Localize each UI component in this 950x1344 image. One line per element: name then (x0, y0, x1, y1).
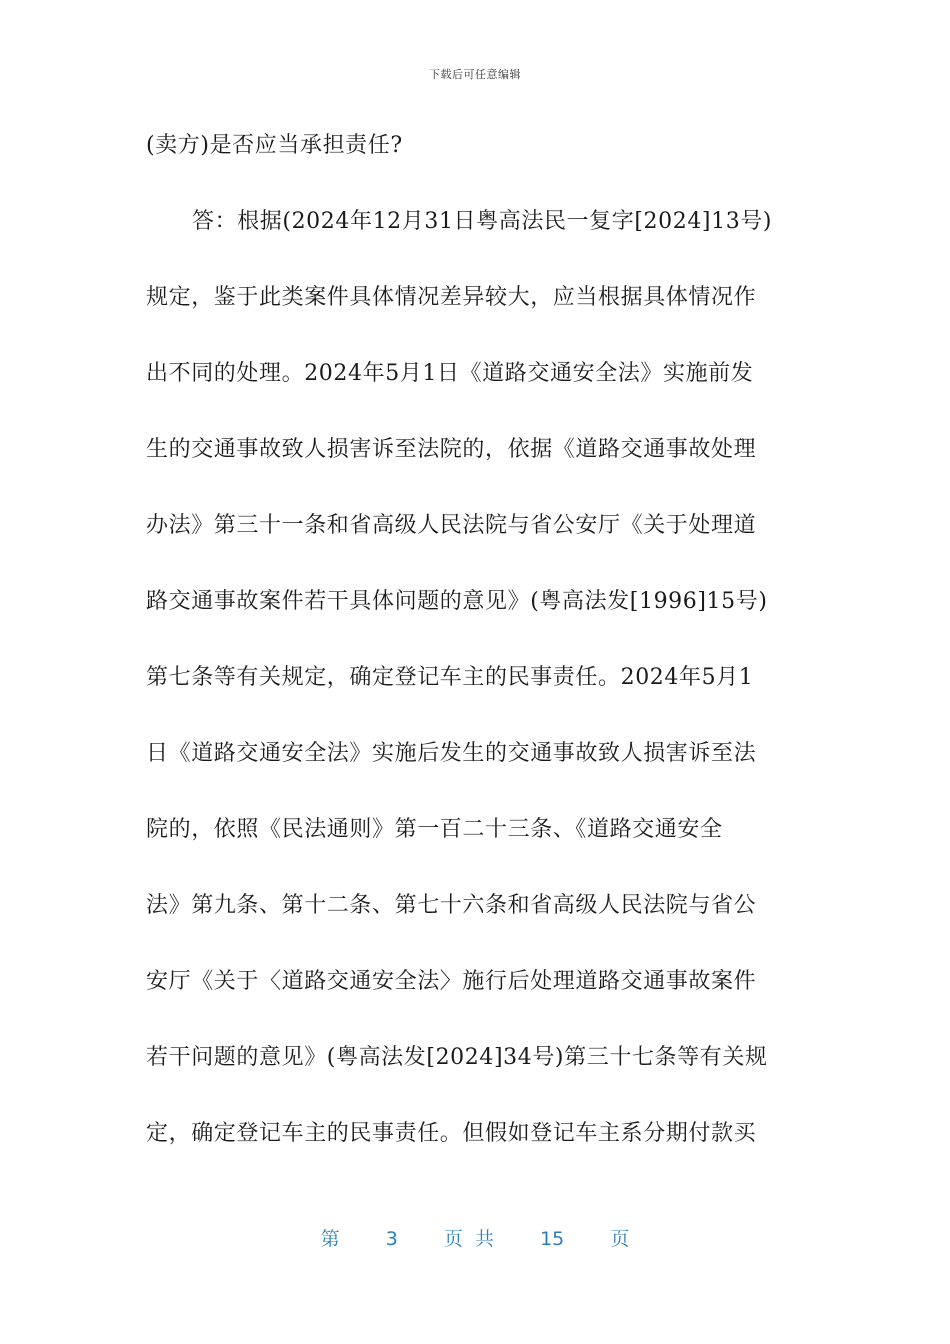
body-line: 规定，鉴于此类案件具体情况差异较大，应当根据具体情况作 (146, 285, 757, 310)
document-body (146, 120, 806, 1184)
body-line: 第七条等有关规定，确定登记车主的民事责任。2024年5月1 (146, 665, 754, 690)
body-line: 若干问题的意见》(粤高法发[2024]34号)第三十七条等有关规 (146, 1045, 768, 1070)
body-line: 出不同的处理。2024年5月1日《道路交通安全法》实施前发 (146, 361, 754, 386)
page-header: 下载后可任意编辑 (429, 68, 521, 81)
footer-middle: 页 共 (443, 1228, 494, 1250)
total-pages-number: 15 (540, 1228, 565, 1250)
body-line: 办法》第三十一条和省高级人民法院与省公安厅《关于处理道 (146, 513, 757, 538)
body-line: 法》第九条、第十二条、第七十六条和省高级人民法院与省公 (146, 893, 757, 918)
body-line: 院的，依照《民法通则》第一百二十三条、《道路交通安全 (146, 817, 723, 842)
body-line: 生的交通事故致人损害诉至法院的，依据《道路交通事故处理 (146, 437, 757, 462)
body-line: 日《道路交通安全法》实施后发生的交通事故致人损害诉至法 (146, 741, 757, 766)
current-page-number: 3 (385, 1228, 398, 1250)
body-line: 安厅《关于〈道路交通安全法〉施行后处理道路交通事故案件 (146, 969, 757, 994)
body-line: (卖方)是否应当承担责任? (146, 133, 403, 158)
body-line: 路交通事故案件若干具体问题的意见》(粤高法发[1996]15号) (146, 589, 768, 614)
footer-suffix: 页 (610, 1228, 630, 1250)
page-footer (0, 1224, 950, 1251)
body-line-answer: 答：根据(2024年12月31日粤高法民一复字[2024]13号) (192, 209, 773, 234)
footer-prefix: 第 (320, 1228, 340, 1250)
body-line: 定，确定登记车主的民事责任。但假如登记车主系分期付款买 (146, 1121, 757, 1146)
